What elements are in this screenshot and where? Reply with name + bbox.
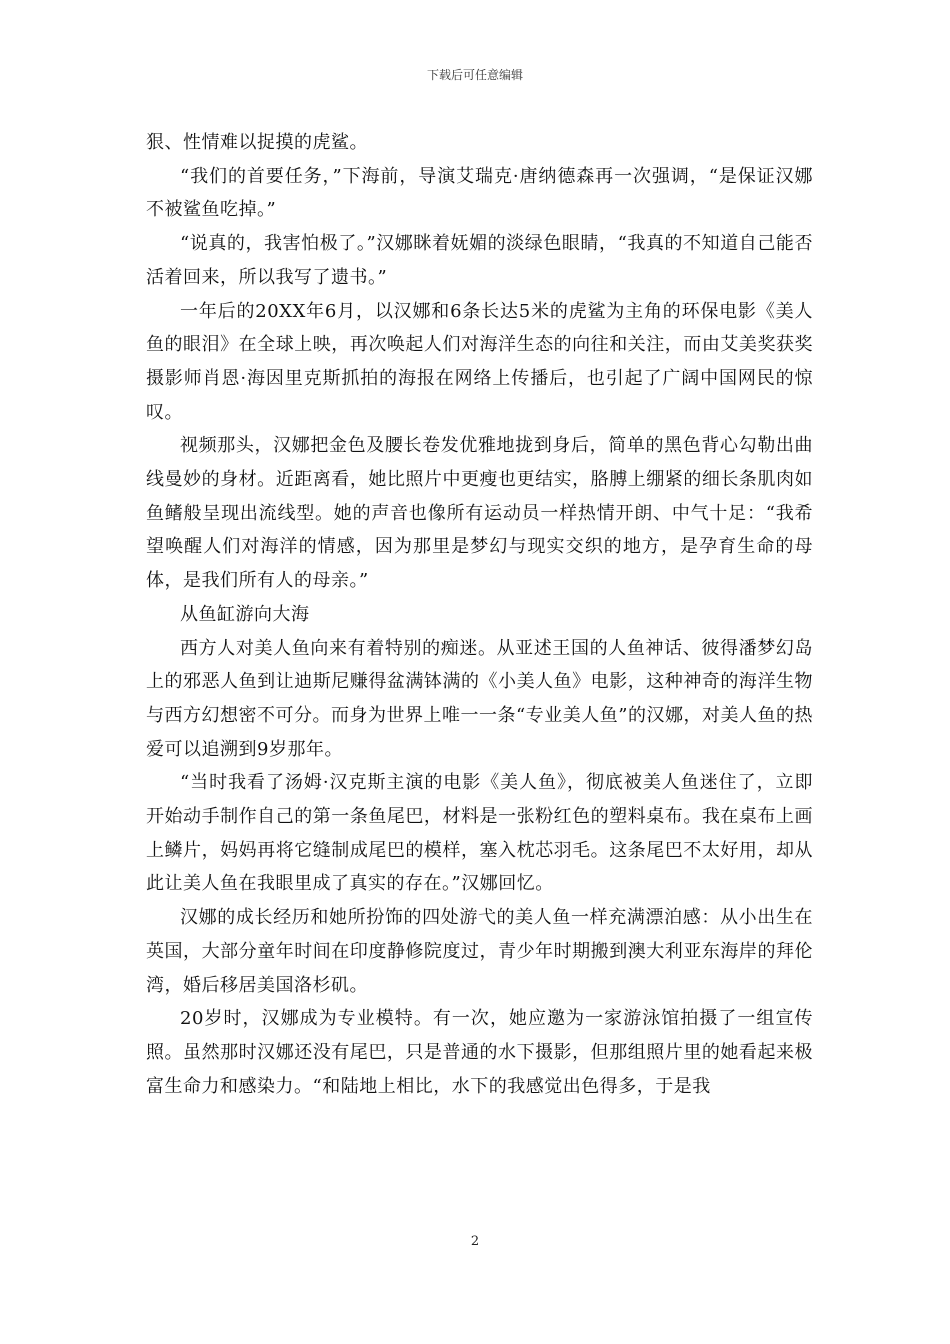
paragraph: “当时我看了汤姆·汉克斯主演的电影《美人鱼》，彻底被美人鱼迷住了，立即开始动手制作自己的第一条鱼尾巴，材料是一张粉红色的塑料桌布。我在桌布上画上鳞片，妈妈再将它缝制成尾巴的模样，塞入枕芯羽毛。这条尾巴不太好用，却从此让美人鱼在我眼里成了真实的存在。”汉娜回忆。 <box>146 772 813 895</box>
body-text <box>146 126 813 1103</box>
paragraph: 20岁时，汉娜成为专业模特。有一次，她应邀为一家游泳馆拍摄了一组宣传照。虽然那时汉娜还没有尾巴，只是普通的水下摄影，但那组照片里的她看起来极富生命力和感染力。“和陆地上相比，水下的我感觉出色得多，于是我 <box>146 1008 813 1097</box>
section-heading: 从鱼缸游向大海 <box>180 603 310 625</box>
paragraph: 一年后的20XX年6月，以汉娜和6条长达5米的虎鲨为主角的环保电影《美人鱼的眼泪》在全球上映，再次唤起人们对海洋生态的向往和关注，而由艾美奖获奖摄影师肖恩·海因里克斯抓拍的海报在网络上传播后，也引起了广阔中国网民的惊叹。 <box>146 300 813 423</box>
page-header: 下载后可任意编辑 <box>426 68 523 82</box>
paragraph: “我们的首要任务，”下海前，导演艾瑞克·唐纳德森再一次强调，“是保证汉娜不被鲨鱼吃掉。” <box>146 165 813 221</box>
paragraph: 西方人对美人鱼向来有着特别的痴迷。从亚述王国的人鱼神话、彼得潘梦幻岛上的邪恶人鱼到让迪斯尼赚得盆满钵满的《小美人鱼》电影，这种神奇的海洋生物与西方幻想密不可分。而身为世界上唯一一条“专业美人鱼”的汉娜，对美人鱼的热爱可以追溯到9岁那年。 <box>146 637 813 760</box>
paragraph: 视频那头，汉娜把金色及腰长卷发优雅地拢到身后，简单的黑色背心勾勒出曲线曼妙的身材。近距离看，她比照片中更瘦也更结实，胳膊上绷紧的细长条肌肉如鱼鳍般呈现出流线型。她的声音也像所有运动员一样热情开朗、中气十足：“我希望唤醒人们对海洋的情感，因为那里是梦幻与现实交织的地方，是孕育生命的母体，是我们所有人的母亲。” <box>146 435 813 592</box>
paragraph: 汉娜的成长经历和她所扮饰的四处游弋的美人鱼一样充满漂泊感：从小出生在英国，大部分童年时间在印度静修院度过，青少年时期搬到澳大利亚东海岸的拜伦湾，婚后移居美国洛杉矶。 <box>146 907 813 996</box>
paragraph: “说真的，我害怕极了。”汉娜眯着妩媚的淡绿色眼睛，“我真的不知道自己能否活着回来，所以我写了遗书。” <box>146 233 813 288</box>
paragraph-continuation: 狠、性情难以捉摸的虎鲨。 <box>146 132 368 153</box>
page-number: 2 <box>470 1234 480 1249</box>
